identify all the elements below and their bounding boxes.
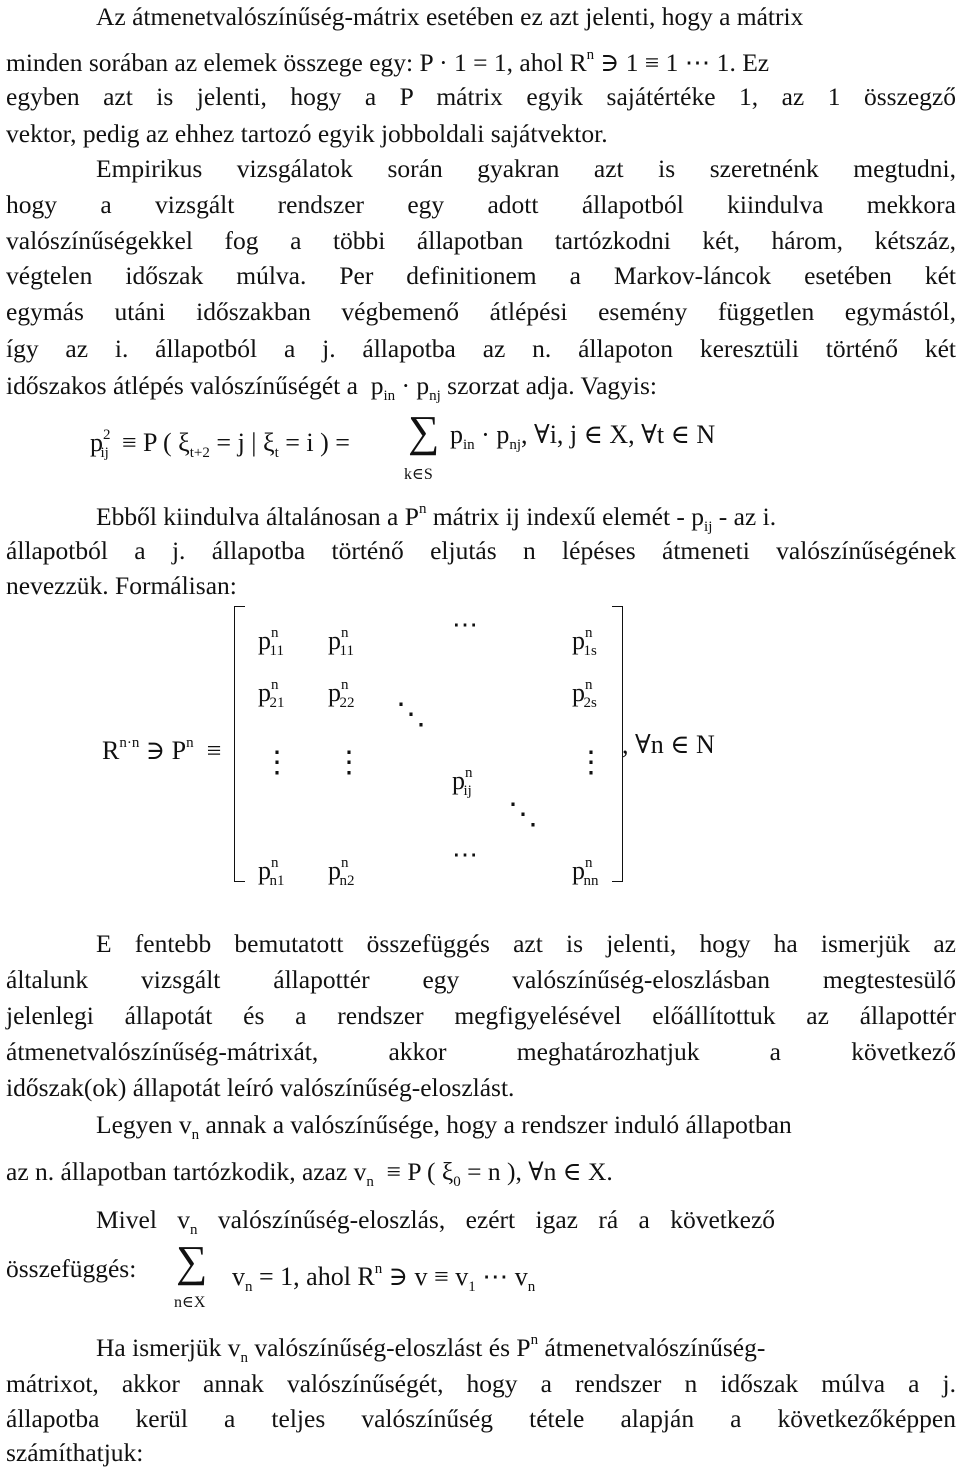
text-line: egymás utáni időszakban végbemenő átlépési esemény független egymástól,	[6, 297, 956, 326]
matrix-cell: ⋯	[452, 610, 478, 639]
text-line: jelenlegi állapotát és a rendszer megfigyelésével előállítottuk az állapottér	[6, 1001, 956, 1030]
equation-rhs: $p_{in} \cdot p_{nj}$, ∀i, j ∈ X, ∀t ∈ N	[450, 420, 716, 453]
matrix-cell: $p^n_{nn}$	[572, 855, 599, 889]
sum-symbol: ∑	[176, 1237, 208, 1286]
matrix-lhs: $R^{n\cdot n}$ ∋ $P^n$ ≡	[102, 735, 222, 765]
matrix-vdots: ⋮	[334, 746, 364, 779]
text-line: vektor, pedig az ehhez tartozó egyik jobboldali sajátvektor.	[6, 119, 608, 148]
text-line: állapotba kerül a teljes valószínűség tétele alapján a következőképpen	[6, 1404, 956, 1433]
matrix-vdots: ⋮	[576, 746, 606, 779]
matrix-cell: ⋯	[452, 840, 478, 869]
matrix-left-bracket	[234, 606, 245, 882]
matrix-cell: $p^n_{11}$	[258, 625, 284, 659]
matrix-ddots: ⋱	[508, 798, 538, 831]
text-line: egyben azt is jelenti, hogy a P mátrix egyik sajátértéke 1, az 1 összegző	[6, 82, 956, 111]
matrix-cell: $p^n_{22}$	[328, 677, 355, 711]
sum-index: n∈X	[174, 1294, 206, 1311]
matrix-vdots: ⋮	[262, 746, 292, 779]
text-line: összefüggés:	[6, 1254, 137, 1283]
text-line: valószínűségekkel fog a többi állapotban tartózkodni két, három, kétszáz,	[6, 226, 956, 255]
text-line: nevezzük. Formálisan:	[6, 571, 237, 600]
text-line: általunk vizsgált állapottér egy valószínűség-eloszlásban megtestesülő	[6, 965, 956, 994]
matrix-cell: $p^n_{n1}$	[258, 855, 285, 889]
equation-sum-v: $v_n = 1$, ahol $R^n$ ∋ $v \equiv v_1$ ⋯ $v_n$	[232, 1261, 536, 1295]
text-line: Mivel $v_n$ valószínűség-eloszlás, ezért igaz rá a következő	[96, 1205, 776, 1238]
text-line: időszakos átlépés valószínűségét a $p_{in} \cdot p_{nj}$ szorzat adja. Vagyis:	[6, 371, 657, 404]
text-line: Legyen $v_n$ annak a valószínűsége, hogy a rendszer induló állapotban	[96, 1110, 792, 1143]
formula: P · 1 = 1, ahol R	[419, 48, 587, 77]
sum-symbol: ∑	[408, 407, 440, 456]
text-line: időszak(ok) állapotát leíró valószínűség-eloszlást.	[6, 1073, 515, 1102]
text-line: E fentebb bemutatott összefüggés azt is jelenti, hogy ha ismerjük az	[96, 929, 956, 958]
text-line: Ha ismerjük $v_n$ valószínűség-eloszlást és $P^n$ átmenetvalószínűség-	[96, 1332, 766, 1366]
text-line: Empirikus vizsgálatok során gyakran azt is szeretnénk megtudni,	[96, 154, 956, 183]
text-line: átmenetvalószínűség-mátrixát, akkor meghatározhatjuk a következő	[6, 1037, 956, 1066]
text-line: végtelen időszak múlva. Per definitionem a Markov-láncok esetében két	[6, 261, 956, 290]
matrix-cell: $p^n_{11}$	[328, 625, 354, 659]
text-line: számíthatjuk:	[6, 1438, 144, 1467]
matrix-cell: $p^n_{21}$	[258, 677, 285, 711]
text-line: mátrixot, akkor annak valószínűségét, hogy a rendszer n időszak múlva a j.	[6, 1369, 956, 1398]
text-line: hogy a vizsgált rendszer egy adott állapotból kiindulva mekkora	[6, 190, 956, 219]
text-line: az n. állapotban tartózkodik, azaz $v_n \equiv P$ ( $\xi_0 = n$ ), ∀n ∈ X.	[6, 1157, 613, 1190]
text-line: minden sorában az elemek összege egy: P · 1 = 1, ahol $R^n$ ∋ 1 ≡ 1 ⋯ 1. Ez	[6, 47, 770, 77]
text-line: Az átmenetvalószínűség-mátrix esetében ez azt jelenti, hogy a mátrix	[96, 2, 804, 31]
sum-index: k∈S	[404, 466, 433, 483]
matrix-cell: $p^n_{ij}$	[452, 765, 473, 799]
matrix-rhs: , ∀n ∈ N	[622, 730, 715, 759]
text-line: állapotból a j. állapotba történő eljutás n lépéses átmeneti valószínűségének	[6, 536, 956, 565]
equation-transition: $p^2_{ij} \equiv P$ ( $\xi_{t+2} = j$ | $\xi_t = i$ ) =	[90, 427, 350, 461]
text-line: így az i. állapotból a j. állapotba az n. állapoton keresztüli történő két	[6, 334, 956, 363]
matrix-cell: $p^n_{n2}$	[328, 855, 355, 889]
matrix-ddots: ⋱	[396, 698, 426, 731]
matrix-cell: $p^n_{1s}$	[572, 625, 597, 659]
text-line: Ebből kiindulva általánosan a $P^n$ mátrix ij indexű elemét - $p_{ij}$ - az i.	[96, 501, 777, 535]
matrix-cell: $p^n_{2s}$	[572, 677, 597, 711]
